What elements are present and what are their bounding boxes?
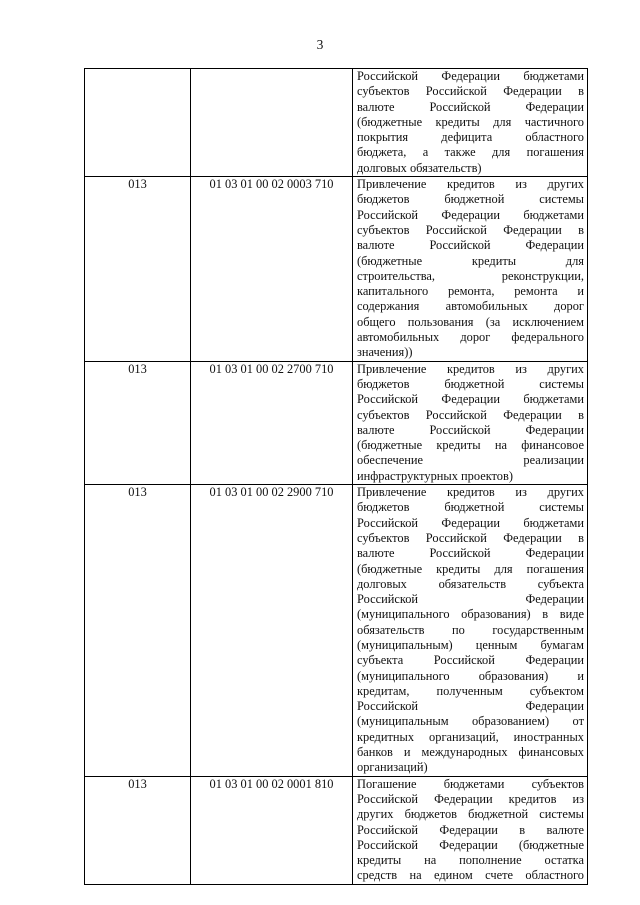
description-line: инфраструктурных проектов) [357,468,513,483]
description-line: валюте Российской Федерации [357,99,584,114]
description-line: валюте Российской Федерации [357,546,584,561]
description-cell [353,361,588,484]
admin-code-cell: 013 [85,485,191,777]
table-row [85,177,588,362]
table-row [85,361,588,484]
description-line: содержания автомобильных дорог [357,299,584,314]
kbk-code-cell: 01 03 01 00 02 0001 810 [191,776,353,884]
description-line: валюте Российской Федерации [357,238,584,253]
description-line: банков и международных финансовых [357,745,584,760]
description-line: Российской Федерации в валюте [357,822,584,837]
description-line: Российской Федерации бюджетами [357,392,584,407]
description-line: автомобильных дорог федерального [357,330,584,345]
description-line: субъектов Российской Федерации в [357,407,584,422]
admin-code-cell [85,69,191,177]
description-line: строительства, реконструкции, [357,268,584,283]
description-line: (муниципальным) ценным бумагам [357,637,584,652]
budget-sources-table [84,68,588,885]
description-line: субъектов Российской Федерации в [357,530,584,545]
description-cell [353,776,588,884]
description-line: Российской Федерации [357,699,584,714]
description-line: Российской Федерации (бюджетные [357,837,584,852]
kbk-code-cell: 01 03 01 00 02 0003 710 [191,177,353,362]
description-line: бюджетов бюджетной системы [357,500,584,515]
description-line: (бюджетные кредиты на финансовое [357,438,584,453]
admin-code-cell: 013 [85,177,191,362]
description-line: Российской Федерации кредитов из [357,791,584,806]
description-line: долговых обязательств субъекта [357,576,584,591]
description-line: общего пользования (за исключением [357,314,584,329]
table-row [85,776,588,884]
description-line: бюджетов бюджетной системы [357,376,584,391]
description-line: субъектов Российской Федерации в [357,222,584,237]
description-line: капитального ремонта, ремонта и [357,284,584,299]
description-line: (муниципальным образованием) от [357,714,584,729]
page-number: 3 [316,37,324,52]
kbk-code-cell [191,69,353,177]
description-line: Привлечение кредитов из других [357,485,584,500]
description-line: (бюджетные кредиты для погашения [357,561,584,576]
description-line: организаций) [357,760,428,775]
description-line: Российской Федерации [357,592,584,607]
description-line: покрытия дефицита областного [357,130,584,145]
description-line: кредиты на пополнение остатка [357,853,584,868]
kbk-code-cell: 01 03 01 00 02 2900 710 [191,485,353,777]
description-line: бюджета, а также для погашения [357,145,584,160]
table-row [85,485,588,777]
description-line: кредитных организаций, иностранных [357,729,584,744]
admin-code-cell: 013 [85,776,191,884]
kbk-code-cell: 01 03 01 00 02 2700 710 [191,361,353,484]
description-line: обеспечение реализации [357,453,584,468]
description-line: (муниципального образования) в виде [357,607,584,622]
description-line: бюджетов бюджетной системы [357,192,584,207]
description-line: валюте Российской Федерации [357,422,584,437]
admin-code-cell: 013 [85,361,191,484]
description-line: других бюджетов бюджетной системы [357,807,584,822]
description-line: Привлечение кредитов из других [357,177,584,192]
description-line: кредитам, полученным субъектом [357,683,584,698]
description-line: (бюджетные кредиты для частичного [357,114,584,129]
description-cell [353,485,588,777]
description-line: обязательств по государственным [357,622,584,637]
description-line: Российской Федерации бюджетами [357,69,584,83]
description-cell [353,177,588,362]
description-cell [353,69,588,177]
description-line: Погашение бюджетами субъектов [357,776,584,791]
description-line: (бюджетные кредиты для [357,253,584,268]
description-line: Российской Федерации бюджетами [357,207,584,222]
description-line: Российской Федерации бюджетами [357,515,584,530]
description-line: долговых обязательств) [357,160,482,175]
description-line: субъекта Российской Федерации [357,653,584,668]
table-row [85,69,588,177]
description-line: средств на едином счете областного [357,868,584,883]
description-line: субъектов Российской Федерации в [357,84,584,99]
description-line: (муниципального образования) и [357,668,584,683]
description-line: Привлечение кредитов из других [357,361,584,376]
description-line: значения)) [357,345,413,360]
